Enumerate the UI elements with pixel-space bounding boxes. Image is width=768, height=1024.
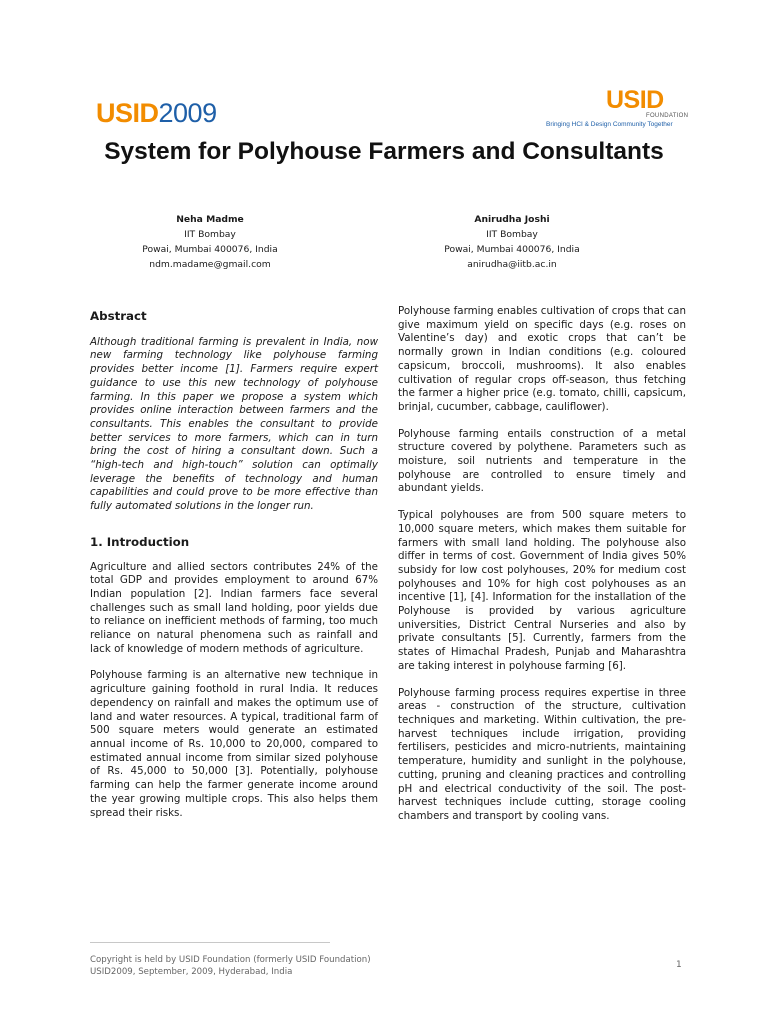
abstract-text: Although traditional farming is prevalent in India, now new farming technology like polyhouse farming provides better income [1]. Farmers require expert guidance to use this new technology of polyhouse farming. In this paper we propose a system which provides online interaction between farmers and the consultants. This enables the consultant to provide better services to more farmers, which can in turn bring the cost of hiring a consultant down. Such a “high-tech and high-touch” solution can optimally leverage the benefits of technology and human capabilities and could prove to be more effective than fully automated solutions in the longer run. (90, 335, 378, 513)
intro-paragraph-1: Agriculture and allied sectors contributes 24% of the total GDP and provides employment to around 67% Indian population [2]. Indian farmers face several challenges such as small land holding, poor yields due to reliance on inefficient methods of farming, too much reliance on natural phenomena such as rainfall and lack of knowledge of modern methods of agriculture. (90, 560, 378, 655)
usid-foundation-label: FOUNDATION (646, 113, 689, 119)
usid-foundation-logo (544, 86, 689, 132)
author-name: Anirudha Joshi (474, 214, 550, 225)
left-column (90, 300, 378, 833)
conference-line: USID2009, September, 2009, Hyderabad, India (90, 967, 293, 977)
body-paragraph-4: Polyhouse farming process requires expertise in three areas - construction of the structure, cultivation techniques and marketing. Within cultivation, the pre-harvest techniques include irrigation, providing fertilisers, pesticides and micro-nutrients, maintaining temperature, humidity and sunlight in the polyhouse, cutting, pruning and cleaning practices and controlling pH and electrical conductivity of the soil. The post-harvest techniques include cutting, storage cooling chambers and transport by cooling vans. (398, 686, 686, 822)
usid-foundation-logo-mark: USID (606, 86, 664, 114)
body-paragraph-1: Polyhouse farming enables cultivation of crops that can give maximum yield on specific days (e.g. roses on Valentine’s day) and exotic crops that can’t be normally grown in Indian conditions (e.g. coloured capsicum, broccoli, mushrooms). It also enables cultivation of regular crops off-season, thus fetching the farmer a higher price (e.g. tomato, chilli, capsicum, brinjal, cucumber, cabbage, cauliflower). (398, 305, 686, 413)
paper-title: System for Polyhouse Farmers and Consultants (104, 138, 664, 165)
introduction-heading: 1. Introduction (90, 534, 190, 549)
body-paragraph-3: Typical polyhouses are from 500 square meters to 10,000 square meters, which makes them suitable for farmers with small land holding. The polyhouse also differ in terms of cost. Government of India gives 50% subsidy for low cost polyhouses, 20% for medium cost polyhouses and 10% for high cost polyhouses as an incentive [1], [4]. Information for the installation of the Polyhouse is provided by various agriculture universities, District Central Nurseries and also by private consultants [5]. Currently, farmers from the states of Himachal Pradesh, Punjab and Maharashtra are taking interest in polyhouse farming [6]. (398, 509, 686, 672)
author-address: Powai, Mumbai 400076, India (142, 244, 278, 255)
author-block-2 (382, 212, 642, 272)
copyright-footer (90, 954, 371, 978)
copyright-line: Copyright is held by USID Foundation (formerly USID Foundation) (90, 955, 371, 965)
body-paragraph-2: Polyhouse farming entails construction of a metal structure covered by polythene. Parameters such as moisture, soil nutrients and temperature in the polyhouse are controlled to ensure timely and abundant yields. (398, 427, 686, 495)
page-number: 1 (676, 960, 682, 970)
author-email: ndm.madame@gmail.com (149, 259, 271, 270)
author-affiliation: IIT Bombay (486, 229, 538, 240)
abstract-heading: Abstract (90, 309, 147, 323)
right-column (398, 305, 686, 837)
footer-divider (90, 942, 330, 943)
author-affiliation: IIT Bombay (184, 229, 236, 240)
usid-foundation-tagline: Bringing HCI & Design Community Together (546, 121, 673, 128)
author-block-1 (80, 212, 340, 272)
author-name: Neha Madme (176, 214, 244, 225)
author-address: Powai, Mumbai 400076, India (444, 244, 580, 255)
intro-paragraph-2: Polyhouse farming is an alternative new technique in agriculture gaining foothold in rural India. It reduces dependency on rainfall and makes the optimum use of land and water resources. A typical, traditional farm of 500 square meters would generate an estimated annual income of Rs. 10,000 to 20,000, compared to estimated annual income from similar sized polyhouse of Rs. 45,000 to 50,000 [3]. Potentially, polyhouse farming can help the farmer generate income around the year growing multiple crops. This also helps them spread their risks. (90, 669, 378, 819)
usid2009-logo: USID2009 (96, 98, 217, 128)
author-email: anirudha@iitb.ac.in (467, 259, 557, 270)
